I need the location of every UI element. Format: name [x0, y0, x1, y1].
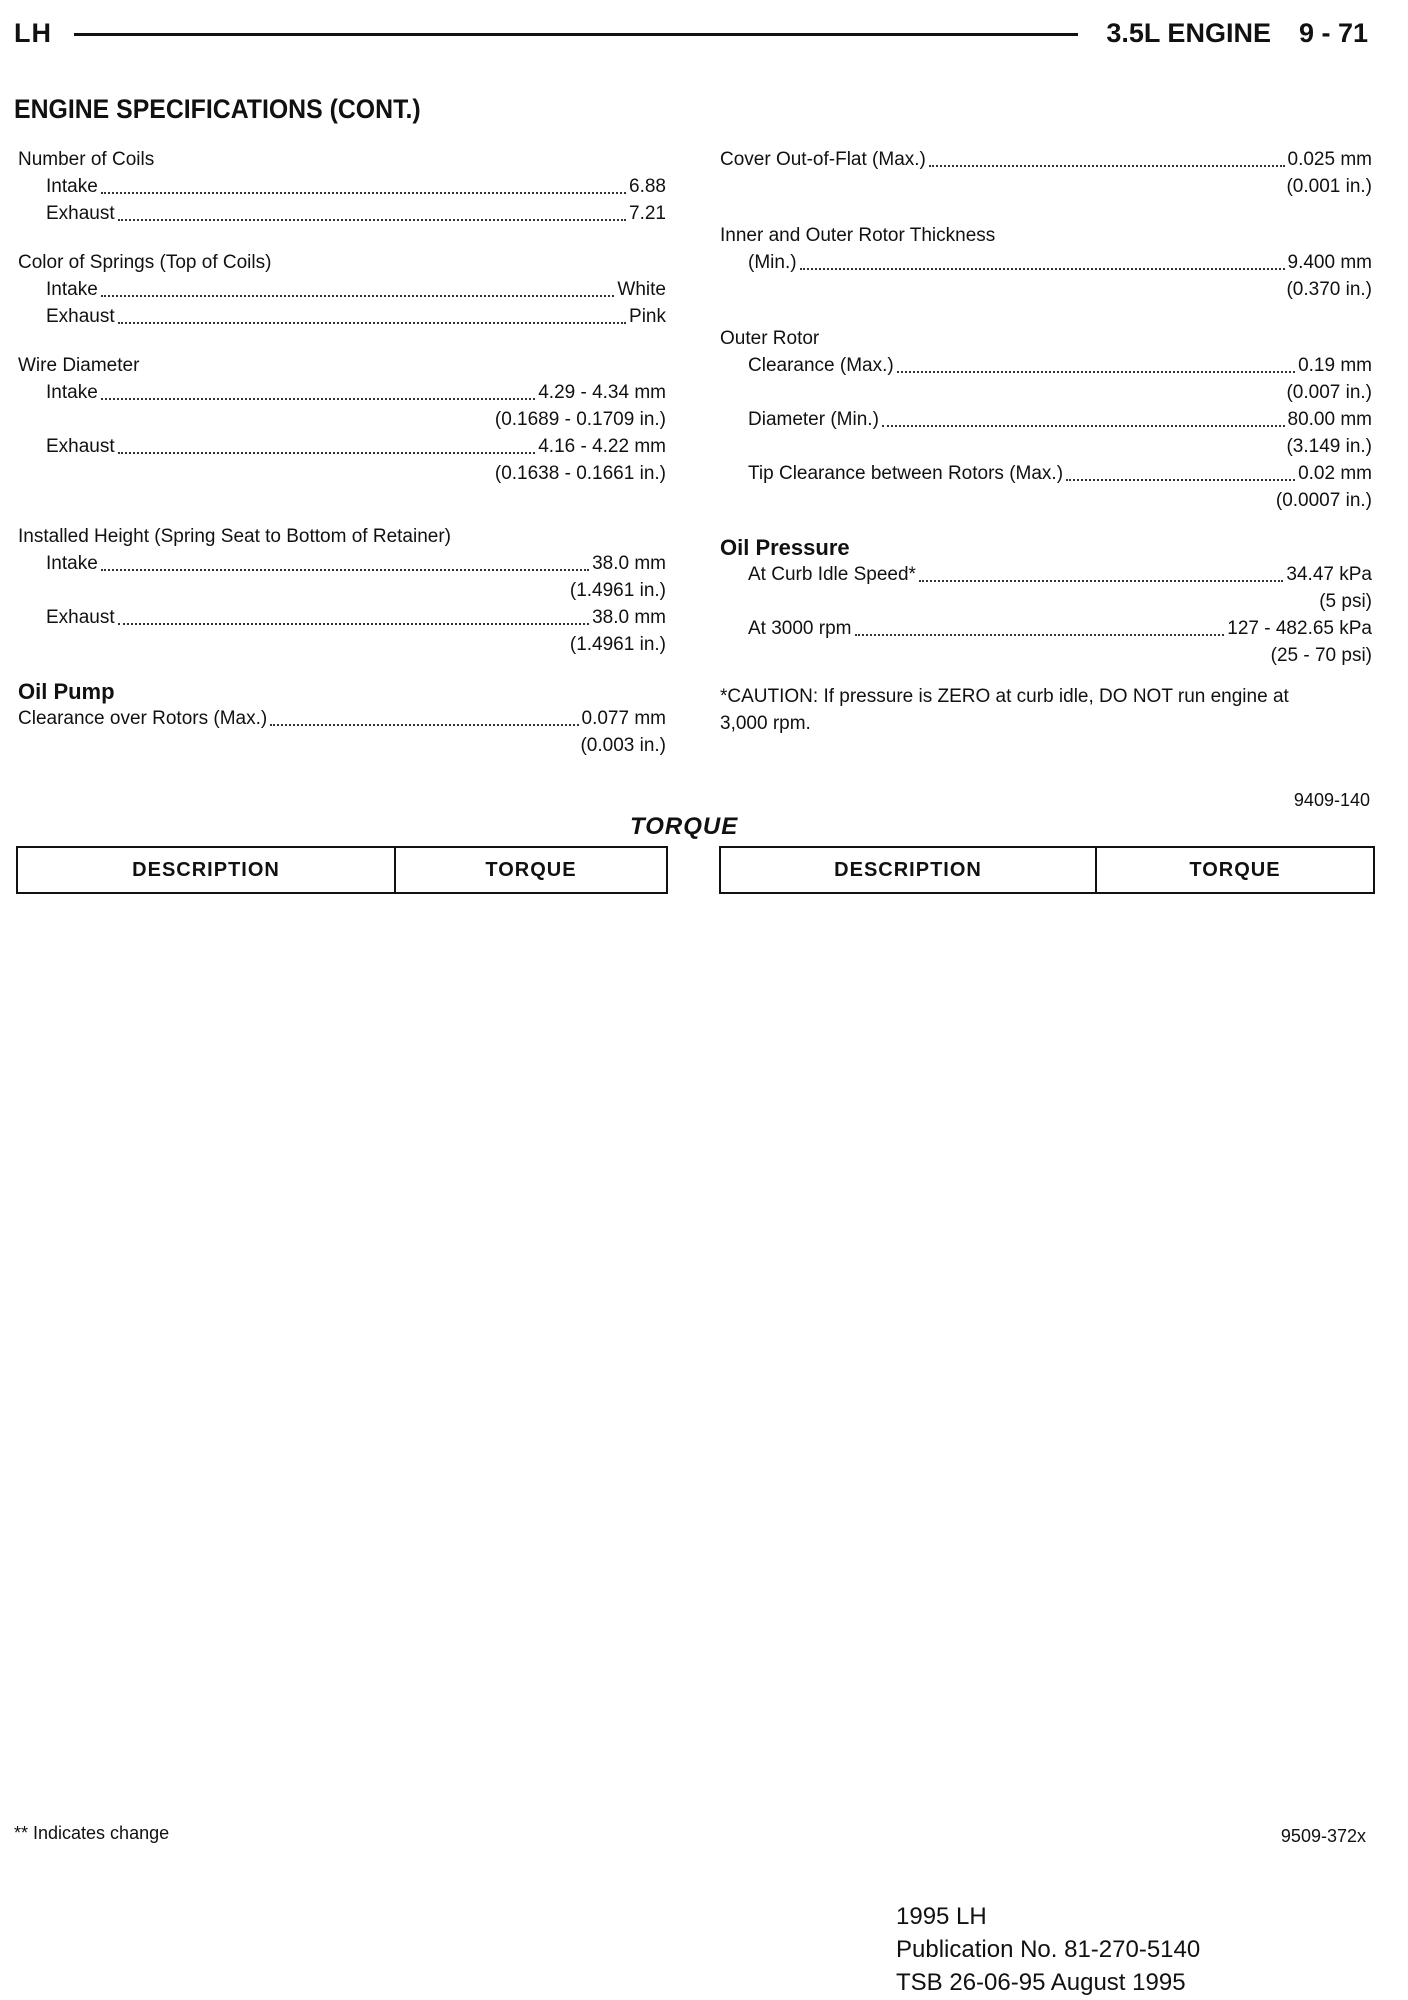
spec-row [18, 303, 666, 330]
caution-line1: *CAUTION: If pressure is ZERO at curb idle, DO NOT run engine at [720, 686, 1289, 707]
spacer [720, 514, 1372, 528]
spec-item-label: Intake [46, 176, 98, 197]
spec-item-value: 0.02 mm [1298, 463, 1372, 484]
spec-item-value: Pink [629, 306, 666, 327]
oil-pump-heading: Oil Pump [18, 679, 115, 704]
spec-item-label: (Min.) [748, 252, 797, 273]
dot-leader [855, 634, 1225, 636]
spec-row [720, 615, 1372, 642]
spec-item-value: 9.400 mm [1287, 252, 1372, 273]
section-title: ENGINE SPECIFICATIONS (CONT.) [14, 94, 421, 124]
figure-number-2: 9509-372x [1280, 1826, 1366, 1846]
spec-item-value: White [617, 279, 666, 300]
spec-item-label: Intake [46, 553, 98, 574]
coils-label: Number of Coils [18, 149, 155, 170]
header-right [1078, 18, 1368, 49]
publication-line1: 1995 LH [896, 1903, 987, 1930]
spec-item-label: Diameter (Min.) [748, 409, 879, 430]
spec-item-alt: (0.370 in.) [1286, 279, 1372, 300]
spec-item-label: Exhaust [46, 306, 115, 327]
spec-item-alt: (0.1689 - 0.1709 in.) [494, 409, 666, 430]
col-description-left: DESCRIPTION [18, 848, 396, 892]
spacer [18, 227, 666, 249]
spacer [18, 509, 666, 523]
spec-row [720, 406, 1372, 433]
spec-item-label: Exhaust [46, 203, 115, 224]
header-title: 3.5L ENGINE [1106, 18, 1271, 48]
spec-row [18, 604, 666, 631]
dot-leader [118, 219, 626, 221]
page-number: 9 - 71 [1298, 18, 1368, 48]
figure-number-1: 9409-140 [1293, 790, 1370, 810]
spec-item-label: Tip Clearance between Rotors (Max.) [748, 463, 1064, 484]
spec-item-value: 127 - 482.65 kPa [1227, 618, 1372, 639]
spec-item-value: 34.47 kPa [1286, 564, 1372, 585]
spec-item-value: 0.077 mm [581, 708, 666, 729]
spec-item-label: Exhaust [46, 607, 115, 628]
header-rule [74, 33, 1078, 36]
spec-item-label: Cover Out-of-Flat (Max.) [720, 149, 926, 170]
dot-leader [929, 165, 1285, 167]
spec-item-alt: (0.003 in.) [580, 735, 666, 756]
spacer [720, 669, 1372, 683]
spec-item-value: 4.16 - 4.22 mm [538, 436, 666, 457]
spec-item-label: Clearance (Max.) [748, 355, 894, 376]
height-label: Installed Height (Spring Seat to Bottom of Retainer) [18, 526, 452, 547]
spec-row [18, 173, 666, 200]
publication-line3: TSB 26-06-95 August 1995 [896, 1969, 1186, 1996]
spec-row [18, 433, 666, 460]
dot-leader [118, 322, 626, 324]
spec-item-alt: (0.0007 in.) [1275, 490, 1372, 511]
spec-item-alt: (0.1638 - 0.1661 in.) [494, 463, 666, 484]
header-left: LH [14, 18, 52, 48]
specs-right-column [720, 146, 1372, 737]
dot-leader [800, 268, 1285, 270]
spec-item-value: 38.0 mm [592, 553, 666, 574]
spec-row [720, 249, 1372, 276]
spec-row [18, 276, 666, 303]
spec-row [18, 379, 666, 406]
col-torque-right: TORQUE [1189, 858, 1281, 881]
spec-row [720, 460, 1372, 487]
torque-title: TORQUE [630, 813, 739, 840]
spacer [18, 330, 666, 352]
color-label: Color of Springs (Top of Coils) [18, 252, 272, 273]
dot-leader [882, 425, 1285, 427]
spec-item-alt: (1.4961 in.) [569, 580, 666, 601]
spec-row [720, 146, 1372, 173]
spec-item-value: 4.29 - 4.34 mm [538, 382, 666, 403]
spacer [720, 303, 1372, 325]
spec-item-alt: (3.149 in.) [1286, 436, 1372, 457]
dot-leader [1066, 479, 1295, 481]
torque-header-right [719, 846, 1375, 894]
spec-item-alt: (25 - 70 psi) [1270, 645, 1372, 666]
spec-item-alt: (5 psi) [1319, 591, 1372, 612]
publication-line2: Publication No. 81-270-5140 [896, 1936, 1201, 1963]
spec-item-alt: (0.001 in.) [1286, 176, 1372, 197]
wire-label: Wire Diameter [18, 355, 140, 376]
caution-line2: 3,000 rpm. [720, 713, 811, 734]
spacer [720, 200, 1372, 222]
spec-item-label: At Curb Idle Speed* [748, 564, 916, 585]
dot-leader [101, 569, 589, 571]
dot-leader [101, 398, 535, 400]
spec-item-label: Clearance over Rotors (Max.) [18, 708, 268, 729]
spec-item-value: 38.0 mm [592, 607, 666, 628]
spacer [18, 487, 666, 509]
spec-item-value: 0.19 mm [1298, 355, 1372, 376]
footnote: ** Indicates change [14, 1823, 170, 1843]
dot-leader [118, 623, 589, 625]
spec-item-label: Intake [46, 279, 98, 300]
spec-item-label: Exhaust [46, 436, 115, 457]
spec-item-value: 0.025 mm [1287, 149, 1372, 170]
dot-leader [897, 371, 1295, 373]
spec-item-label: At 3000 rpm [748, 618, 852, 639]
spec-item-value: 7.21 [629, 203, 666, 224]
spec-item-alt: (0.007 in.) [1286, 382, 1372, 403]
torque-header-left [16, 846, 668, 894]
oil-pressure-heading: Oil Pressure [720, 535, 850, 560]
spec-row [720, 561, 1372, 588]
dot-leader [101, 192, 626, 194]
spec-row [18, 200, 666, 227]
spacer [18, 658, 666, 672]
spec-item-alt: (1.4961 in.) [569, 634, 666, 655]
dot-leader [919, 580, 1283, 582]
spec-row [720, 352, 1372, 379]
col-torque-left: TORQUE [485, 858, 577, 881]
dot-leader [101, 295, 615, 297]
dot-leader [118, 452, 536, 454]
dot-leader [270, 724, 578, 726]
spec-item-value: 80.00 mm [1287, 409, 1372, 430]
outer-rotor-label: Outer Rotor [720, 328, 820, 349]
spec-item-label: Intake [46, 382, 98, 403]
col-description-right: DESCRIPTION [721, 848, 1097, 892]
publication-info [896, 1900, 1200, 1999]
spec-item-value: 6.88 [629, 176, 666, 197]
spec-row [18, 550, 666, 577]
specs-left-column [18, 146, 666, 759]
spec-row [18, 705, 666, 732]
rotor-thickness-label: Inner and Outer Rotor Thickness [720, 225, 996, 246]
